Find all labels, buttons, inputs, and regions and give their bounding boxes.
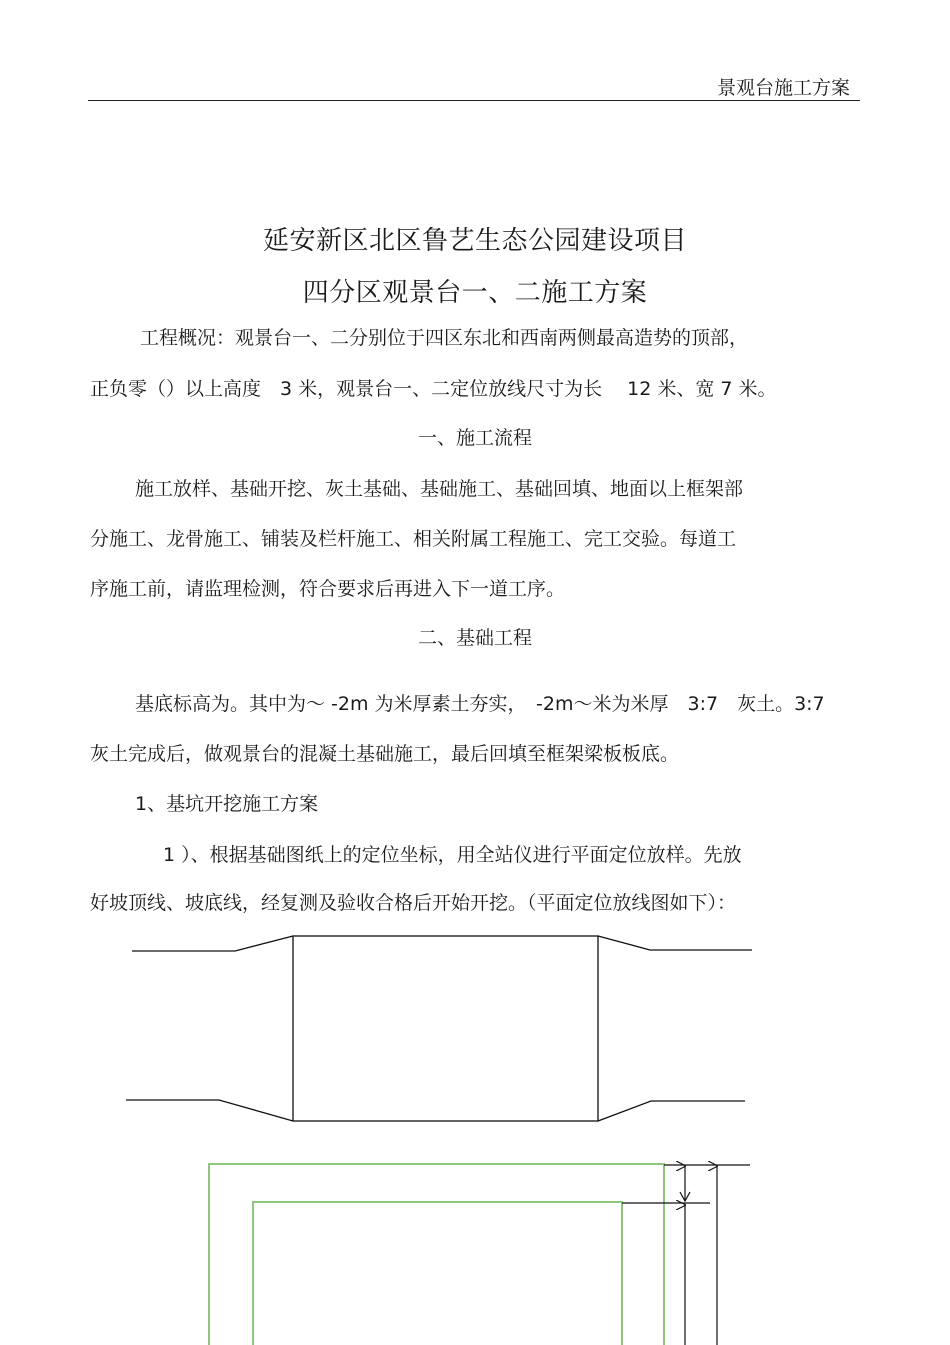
- lower-right-line: [598, 1101, 745, 1121]
- document-title-line-2: 四分区观景台一、二施工方案: [302, 278, 648, 308]
- excavation-figure: [209, 1164, 750, 1345]
- foundation-line-1: 基底标高为。其中为～ -2m 为米厚素土夯实， -2m～米为米厚 3:7 灰土。3:7: [135, 693, 825, 715]
- section-heading-foundation: 二、基础工程: [417, 627, 532, 649]
- upper-right-line: [598, 936, 752, 950]
- platform-rectangle: [293, 936, 598, 1121]
- process-line-3: 序施工前，请监理检测，符合要求后再进入下一道工序。: [90, 578, 566, 600]
- subsection-heading-excavation: 1、基坑开挖施工方案: [135, 793, 319, 815]
- document-title-line-1: 延安新区北区鲁艺生态公园建设项目: [262, 226, 687, 256]
- process-line-1: 施工放样、基础开挖、灰土基础、基础施工、基础回填、地面以上框架部: [135, 478, 744, 500]
- lower-left-line: [126, 1100, 293, 1121]
- process-line-2: 分施工、龙骨施工、铺装及栏杆施工、相关附属工程施工、完工交验。每道工: [90, 528, 737, 550]
- excavation-line-1: 1 ）、根据基础图纸上的定位坐标，用全站仪进行平面定位放样。先放: [163, 844, 742, 866]
- upper-left-line: [132, 936, 293, 951]
- overview-line-2: 正负零（）以上高度 3 米，观景台一、二定位放线尺寸为长 12 米、宽 7 米。: [90, 378, 777, 400]
- section-heading-process: 一、施工流程: [417, 427, 532, 449]
- inner-slope-line: [253, 1202, 622, 1345]
- excavation-line-2: 好坡顶线、坡底线，经复测及验收合格后开始开挖。（平面定位放线图如下）：: [90, 892, 737, 914]
- foundation-line-2: 灰土完成后，做观景台的混凝土基础施工，最后回填至框架梁板板底。: [90, 743, 680, 765]
- plan-figure: [126, 936, 752, 1121]
- outer-slope-line: [209, 1164, 664, 1345]
- overview-line-1: 工程概况：观景台一、二分别位于四区东北和西南两侧最高造势的顶部，: [140, 327, 749, 349]
- page-header: 景观台施工方案: [716, 77, 850, 99]
